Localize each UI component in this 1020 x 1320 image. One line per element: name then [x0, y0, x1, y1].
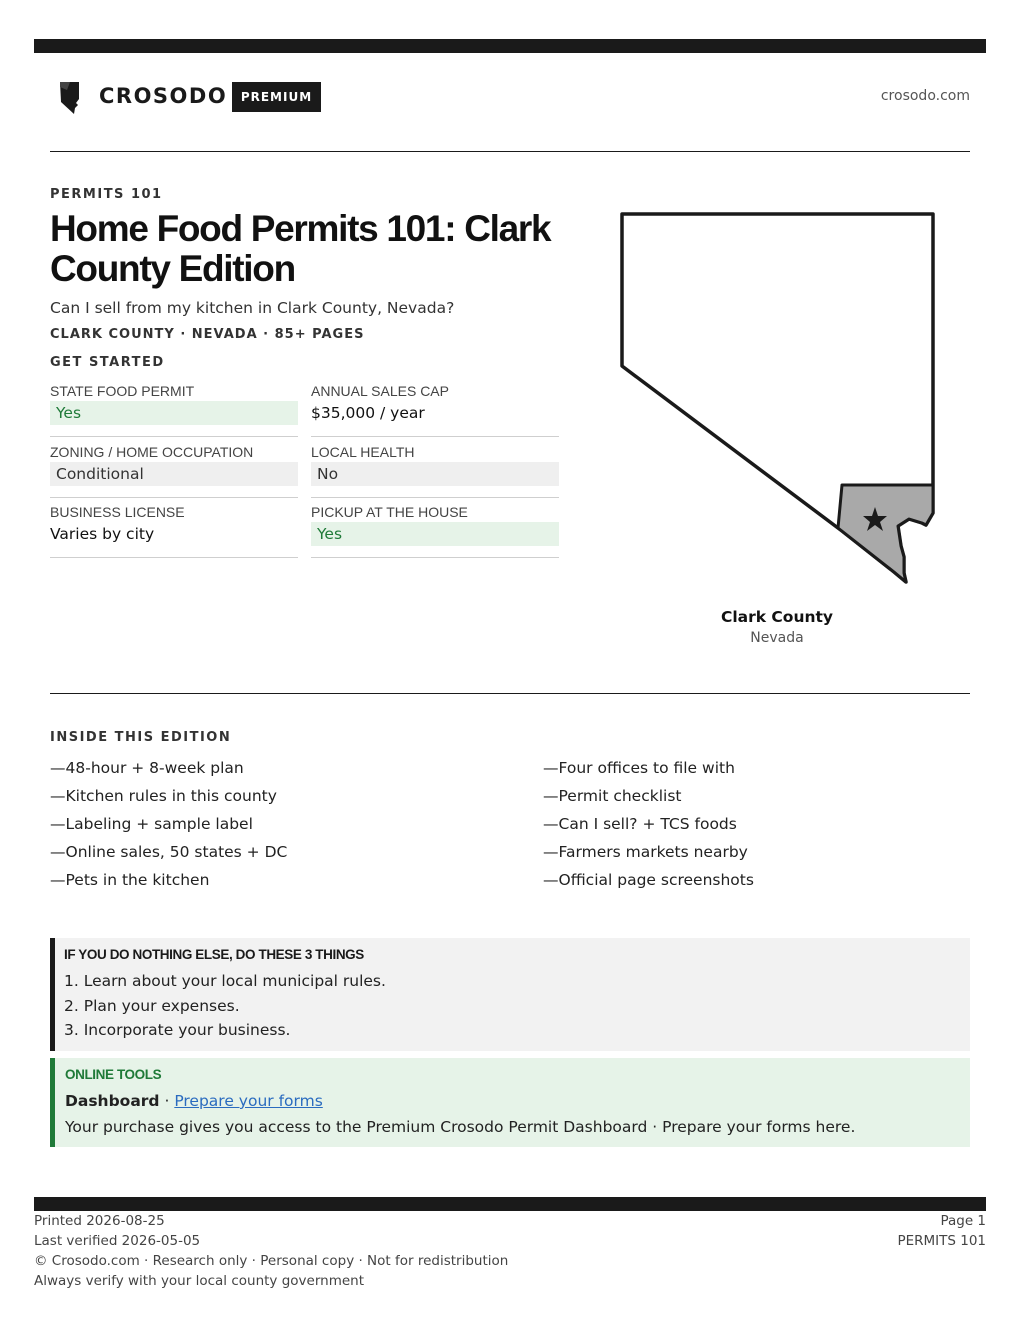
- fact-divider: [50, 557, 298, 558]
- fact-label: LOCAL HEALTH: [311, 444, 415, 460]
- contents-list-right: [543, 757, 754, 897]
- disclaimer: Always verify with your local county government: [34, 1273, 364, 1289]
- online-tools-callout: [50, 1058, 970, 1147]
- fact-value: No: [311, 462, 559, 486]
- fact-value: Varies by city: [50, 525, 155, 543]
- contents-item: —48-hour + 8-week plan: [50, 759, 244, 777]
- top-bar: [34, 39, 986, 53]
- brand-name[interactable]: CROSODO: [99, 84, 228, 108]
- contents-item: —Official page screenshots: [543, 871, 754, 889]
- fact-pickup: [311, 504, 559, 566]
- contents-item: —Kitchen rules in this county: [50, 787, 277, 805]
- footer-section: PERMITS 101: [897, 1233, 986, 1249]
- header-divider: [50, 151, 970, 152]
- fact-value: $35,000 / year: [311, 404, 425, 422]
- edition-meta: CLARK COUNTY · NEVADA · 85+ PAGES: [50, 327, 365, 342]
- fact-divider: [311, 497, 559, 498]
- bottom-bar: [34, 1197, 986, 1211]
- inside-edition-heading: INSIDE THIS EDITION: [50, 730, 232, 745]
- contents-item: —Permit checklist: [543, 787, 682, 805]
- get-started-heading: GET STARTED: [50, 355, 165, 370]
- nevada-shape-icon: [58, 81, 82, 119]
- printed-date: Printed 2026-08-25: [34, 1213, 165, 1229]
- fact-annual-sales-cap: [311, 383, 559, 445]
- contents-list-left: [50, 757, 287, 897]
- fact-divider: [50, 497, 298, 498]
- page-number: Page 1: [940, 1213, 986, 1229]
- fact-divider: [311, 557, 559, 558]
- callout-step: 3. Incorporate your business.: [64, 1021, 291, 1039]
- fact-value: Conditional: [50, 462, 298, 486]
- fact-label: ZONING / HOME OCCUPATION: [50, 444, 254, 460]
- section-eyebrow: PERMITS 101: [50, 187, 163, 202]
- fact-label: PICKUP AT THE HOUSE: [311, 504, 468, 520]
- map-county-label: Clark County: [720, 608, 834, 626]
- fact-divider: [50, 436, 298, 437]
- fact-zoning: [50, 444, 298, 506]
- state-map: [612, 205, 942, 594]
- prepare-forms-link[interactable]: Prepare your forms: [174, 1092, 323, 1110]
- tools-description: Your purchase gives you access to the Premium Crosodo Permit Dashboard · Prepare your forms here.: [65, 1118, 856, 1136]
- contents-item: —Farmers markets nearby: [543, 843, 748, 861]
- contents-item: —Online sales, 50 states + DC: [50, 843, 288, 861]
- page-subtitle: Can I sell from my kitchen in Clark County, Nevada?: [50, 299, 455, 317]
- dashboard-label: Dashboard: [65, 1092, 160, 1110]
- contents-item: —Can I sell? + TCS foods: [543, 815, 737, 833]
- fact-state-food-permit: [50, 383, 298, 445]
- contents-item: —Pets in the kitchen: [50, 871, 210, 889]
- fact-value: Yes: [50, 401, 298, 425]
- map-state-label: Nevada: [750, 630, 804, 646]
- premium-badge: PREMIUM: [232, 82, 321, 112]
- verified-date: Last verified 2026-05-05: [34, 1233, 201, 1249]
- site-url[interactable]: crosodo.com: [880, 88, 970, 104]
- copyright-notice: © Crosodo.com · Research only · Personal copy · Not for redistribution: [34, 1253, 509, 1269]
- callout-step: 1. Learn about your local municipal rules.: [64, 972, 386, 990]
- fact-divider: [311, 436, 559, 437]
- contents-item: —Four offices to file with: [543, 759, 735, 777]
- callout-title: ONLINE TOOLS: [65, 1067, 162, 1082]
- fact-local-health: [311, 444, 559, 506]
- three-things-callout: [50, 938, 970, 1051]
- fact-business-license: [50, 504, 298, 566]
- page-title: Home Food Permits 101: Clark County Edition: [50, 208, 551, 289]
- callout-step: 2. Plan your expenses.: [64, 996, 240, 1015]
- fact-label: STATE FOOD PERMIT: [50, 383, 195, 399]
- fact-label: BUSINESS LICENSE: [50, 504, 185, 520]
- header: [50, 78, 970, 118]
- section-divider: [50, 693, 970, 694]
- footer-left: [34, 1212, 508, 1292]
- callout-title: IF YOU DO NOTHING ELSE, DO THESE 3 THINGS: [64, 947, 364, 962]
- fact-value: Yes: [311, 522, 559, 546]
- footer-right: [897, 1212, 986, 1252]
- fact-label: ANNUAL SALES CAP: [311, 383, 449, 399]
- contents-item: —Labeling + sample label: [50, 815, 253, 833]
- separator: ·: [159, 1092, 175, 1110]
- dashboard-line: [65, 1090, 970, 1116]
